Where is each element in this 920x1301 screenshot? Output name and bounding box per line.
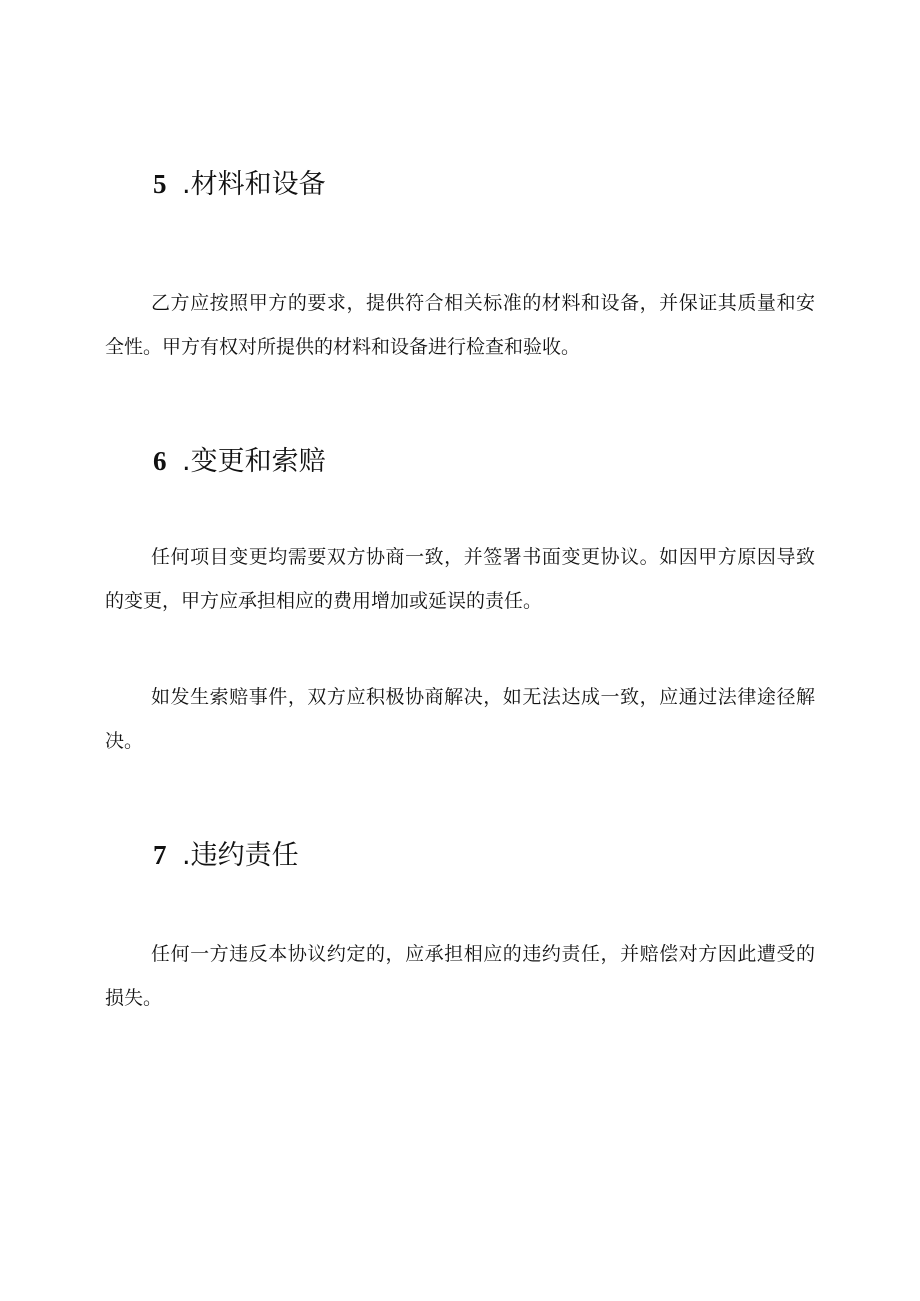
paragraph: 任何一方违反本协议约定的，应承担相应的违约责任，并赔偿对方因此遭受的损失。 (105, 943, 815, 1009)
section-number: 6 (153, 446, 167, 476)
section-number: 5 (153, 169, 167, 199)
section-title: .变更和索赔 (182, 446, 326, 477)
section-title: .违约责任 (182, 840, 299, 871)
section-heading-6 (153, 443, 326, 480)
paragraph: 如发生索赔事件，双方应积极协商解决，如无法达成一致，应通过法律途径解决。 (105, 686, 815, 752)
paragraph: 任何项目变更均需要双方协商一致，并签署书面变更协议。如因甲方原因导致的变更，甲方应承担相应的费用增加或延误的责任。 (105, 546, 815, 612)
section-heading-7 (153, 837, 299, 874)
section-number: 7 (153, 840, 167, 870)
section-title: .材料和设备 (182, 169, 326, 200)
paragraph: 乙方应按照甲方的要求，提供符合相关标准的材料和设备，并保证其质量和安全性。甲方有权对所提供的材料和设备进行检查和验收。 (105, 292, 815, 358)
section-heading-5 (153, 166, 326, 203)
